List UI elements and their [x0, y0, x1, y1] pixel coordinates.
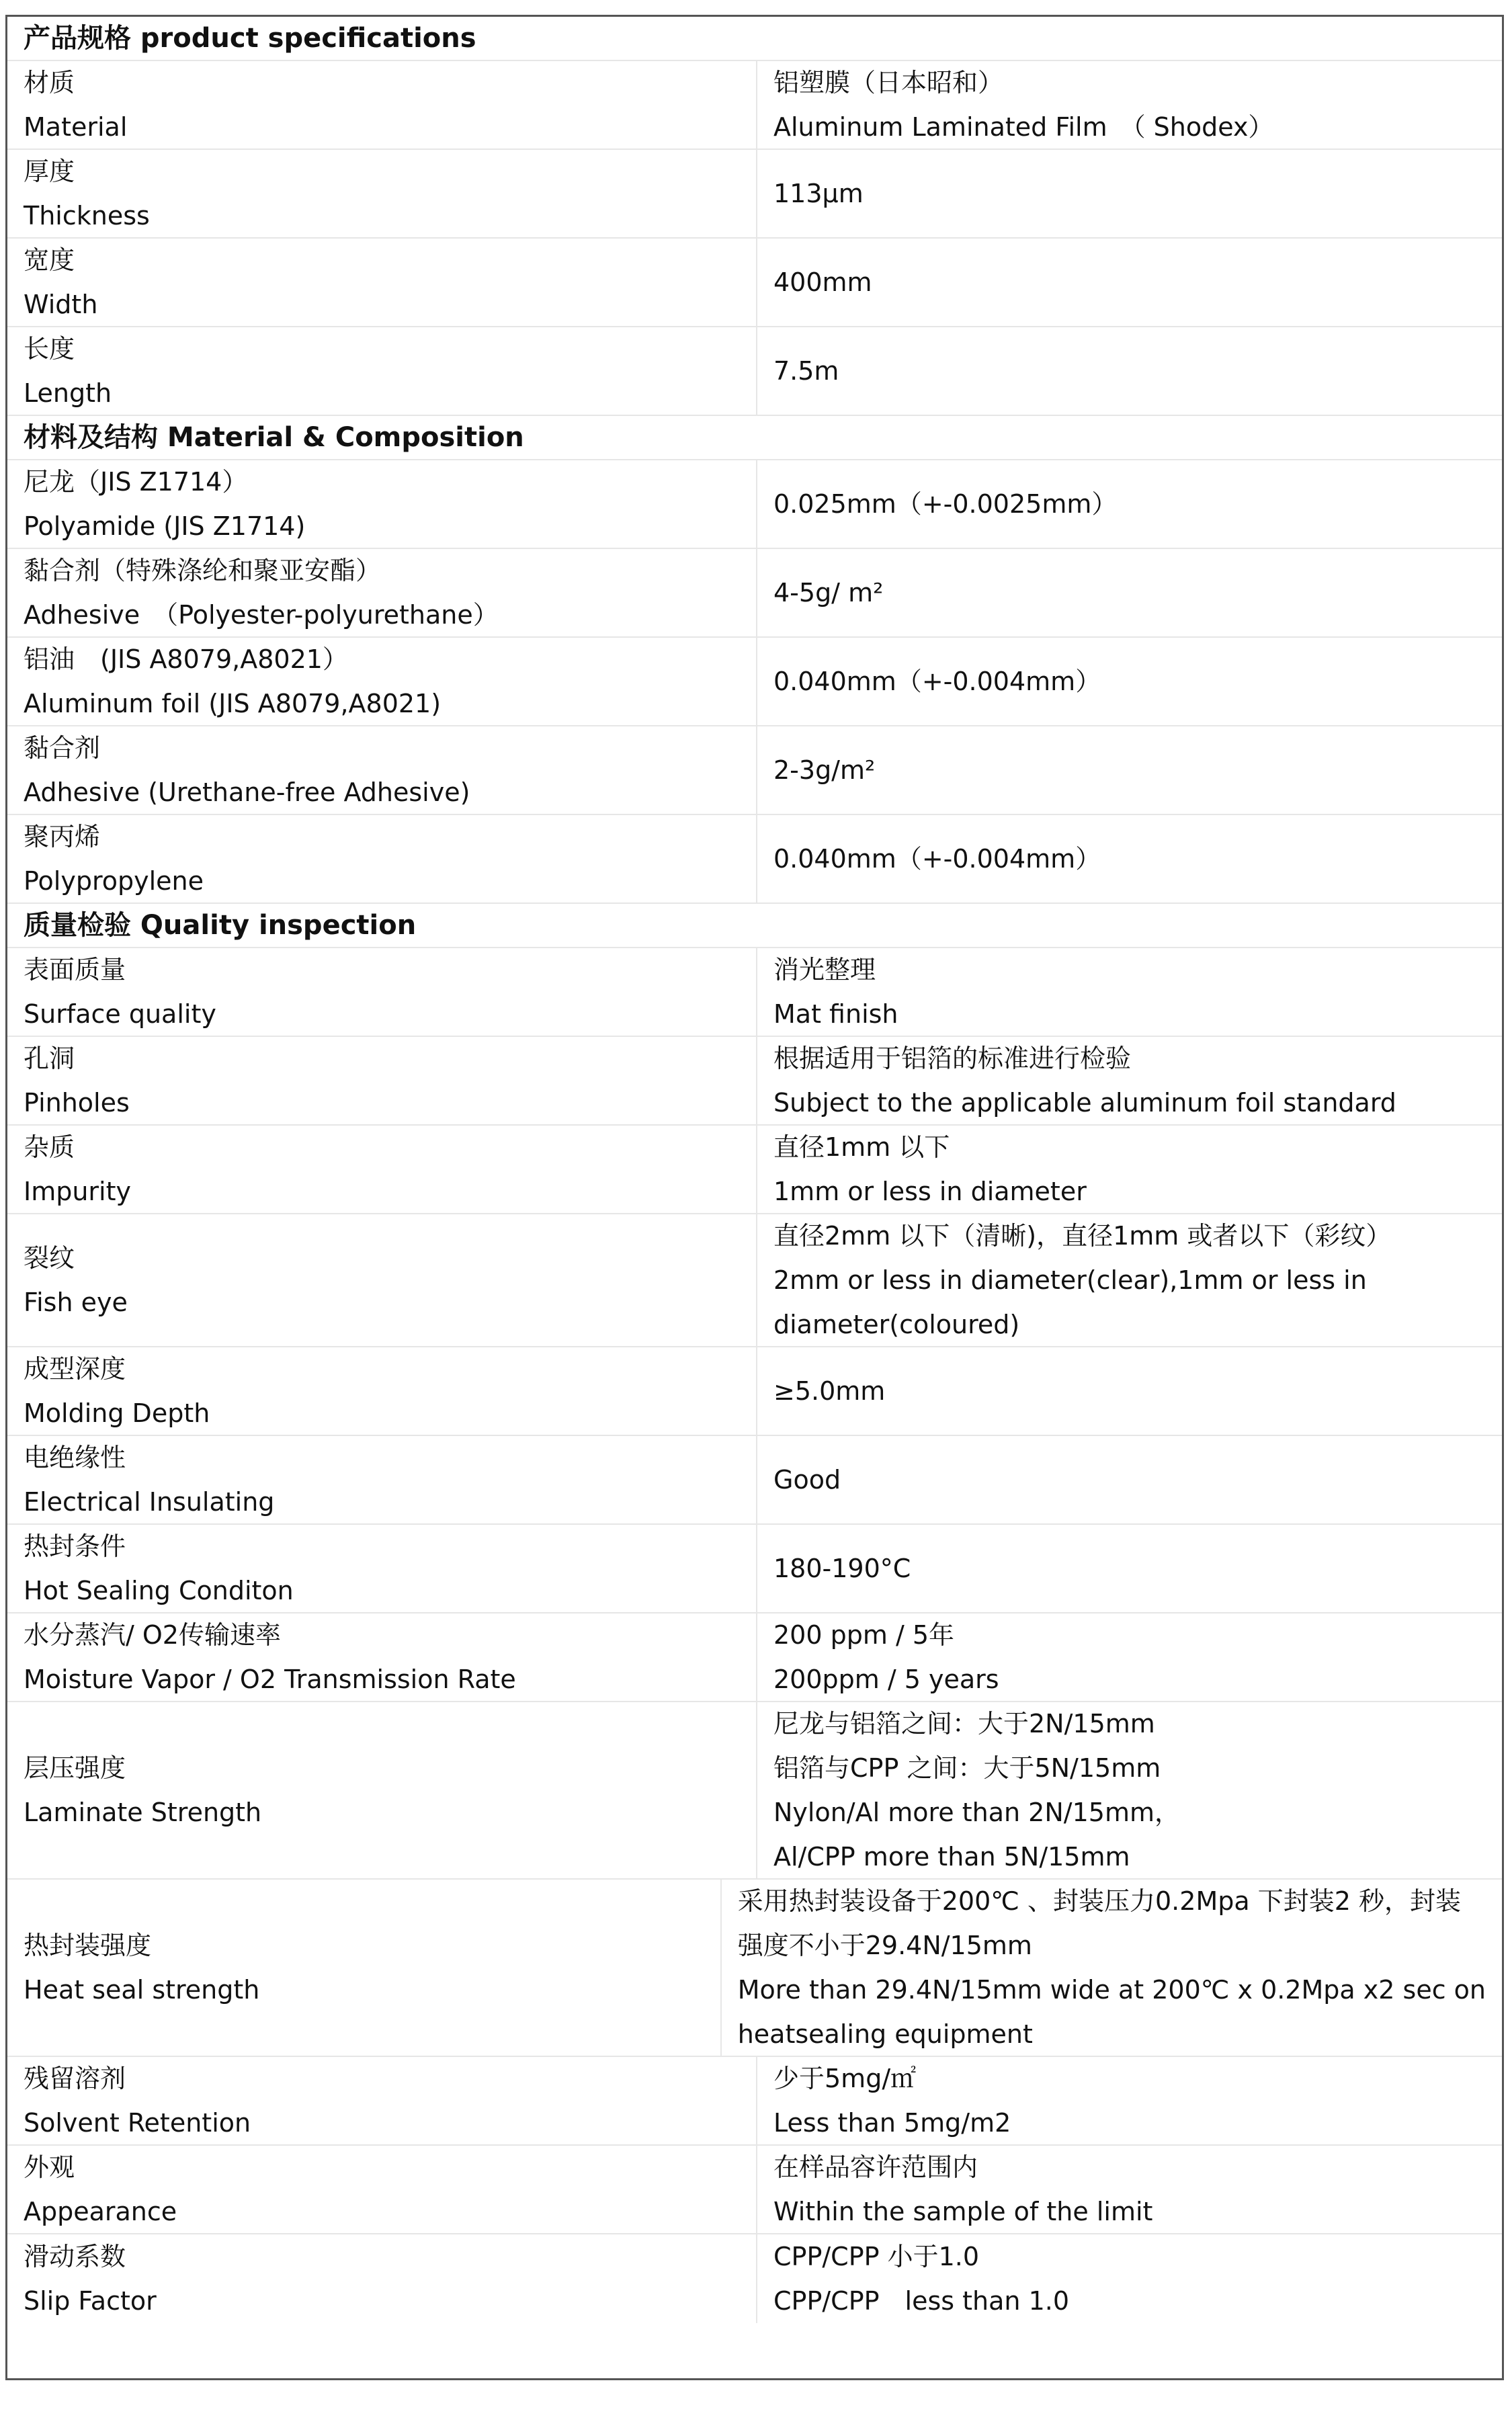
value-line: 0.025mm（+-0.0025mm） [773, 489, 1118, 519]
value-line: 根据适用于铝箔的标准进行检验 [773, 1044, 1132, 1073]
label-line: Adhesive （Polyester-polyurethane） [24, 600, 499, 630]
value-line: Less than 5mg/m2 [773, 2108, 1011, 2138]
spec-value [757, 2146, 1502, 2233]
spec-value [757, 61, 1502, 149]
spec-row [7, 2146, 1502, 2234]
label-line: 铝油 (JIS A8079,A8021） [24, 644, 348, 674]
spec-value [757, 327, 1502, 415]
label-line: Thickness [24, 201, 150, 230]
spec-row [7, 2234, 1502, 2323]
label-line: 残留溶剂 [24, 2064, 126, 2093]
spec-label [7, 815, 757, 903]
label-line: Hot Sealing Conditon [24, 1576, 294, 1605]
spec-label [7, 1436, 757, 1523]
label-line: Pinholes [24, 1088, 130, 1118]
spec-row [7, 1525, 1502, 1613]
spec-row [7, 638, 1502, 726]
label-line: Appearance [24, 2197, 177, 2226]
spec-label [7, 1613, 757, 1701]
value-line: 铝箔与CPP 之间：大于5N/15mm [773, 1753, 1161, 1783]
spec-value [757, 1037, 1502, 1124]
value-line: 7.5m [773, 356, 839, 386]
spec-row [7, 1347, 1502, 1436]
spec-label [7, 1702, 757, 1878]
label-line: Moisture Vapor / O2 Transmission Rate [24, 1665, 516, 1694]
label-line: 宽度 [24, 245, 75, 275]
value-line: Subject to the applicable aluminum foil standard [773, 1088, 1396, 1118]
label-line: Adhesive (Urethane-free Adhesive) [24, 778, 470, 807]
spec-label [7, 549, 757, 636]
value-line: 4-5g/ m² [773, 578, 884, 607]
label-line: 孔洞 [24, 1044, 75, 1073]
value-line: 铝塑膜（日本昭和） [773, 68, 1004, 97]
spec-row [7, 239, 1502, 327]
spec-label [7, 1037, 757, 1124]
value-line: 2mm or less in diameter(clear),1mm or less in [773, 1265, 1367, 1295]
label-line: 电绝缘性 [24, 1443, 126, 1472]
spec-value [757, 726, 1502, 814]
label-line: 水分蒸汽/ O2传输速率 [24, 1620, 281, 1650]
label-line: Heat seal strength [24, 1975, 260, 2005]
label-line: 热封装强度 [24, 1931, 152, 1960]
label-line: 裂纹 [24, 1243, 75, 1273]
spec-value [757, 150, 1502, 237]
value-line: 消光整理 [773, 955, 876, 984]
value-line: 113μm [773, 179, 864, 208]
spec-table [5, 15, 1504, 2380]
value-line: CPP/CPP 小于1.0 [773, 2242, 980, 2271]
spec-row [7, 150, 1502, 239]
spec-row [7, 1436, 1502, 1525]
spec-row [7, 948, 1502, 1037]
spec-label [7, 1347, 757, 1435]
spec-row [7, 460, 1502, 549]
spec-value [757, 638, 1502, 725]
spec-label [7, 460, 757, 548]
spec-value [757, 1436, 1502, 1523]
value-line: 200ppm / 5 years [773, 1665, 999, 1694]
section-header [7, 416, 1502, 460]
spec-value [757, 815, 1502, 903]
value-line: 少于5mg/㎡ [773, 2064, 917, 2093]
label-line: Polypropylene [24, 866, 204, 896]
label-line: Material [24, 112, 128, 142]
label-line: Width [24, 290, 98, 319]
value-line: Aluminum Laminated Film （ Shodex） [773, 112, 1274, 142]
spec-row [7, 549, 1502, 638]
value-line: 直径2mm 以下（清晰)，直径1mm 或者以下（彩纹） [773, 1221, 1392, 1251]
value-line: Nylon/Al more than 2N/15mm， [773, 1798, 1180, 1827]
label-line: Solvent Retention [24, 2108, 251, 2138]
label-line: 长度 [24, 334, 75, 364]
label-line: 尼龙（JIS Z1714） [24, 467, 248, 497]
spec-label [7, 726, 757, 814]
spec-row [7, 1613, 1502, 1702]
spec-row [7, 1126, 1502, 1214]
label-line: 厚度 [24, 157, 75, 186]
spec-label [7, 1126, 757, 1213]
spec-row [7, 815, 1502, 904]
spec-value [757, 549, 1502, 636]
label-line: Molding Depth [24, 1398, 210, 1428]
spec-row [7, 61, 1502, 150]
spec-label [7, 2234, 757, 2323]
section-title: 质量检验 Quality inspection [24, 910, 417, 941]
spec-value [757, 1525, 1502, 1612]
spec-label [7, 948, 757, 1036]
value-line: 尼龙与铝箔之间：大于2N/15mm [773, 1709, 1155, 1738]
value-line: 180-190°C [773, 1554, 911, 1583]
section-title: 产品规格 product specifications [24, 23, 476, 54]
label-line: 黏合剂 [24, 733, 101, 763]
label-line: Polyamide (JIS Z1714) [24, 511, 306, 541]
value-line: 0.040mm（+-0.004mm） [773, 667, 1101, 696]
label-line: 材质 [24, 68, 75, 97]
value-line: 强度不小于29.4N/15mm [737, 1931, 1032, 1960]
spec-value [757, 239, 1502, 326]
value-line: 2-3g/m² [773, 755, 876, 785]
value-line: Good [773, 1465, 841, 1495]
label-line: Slip Factor [24, 2286, 157, 2316]
label-line: Surface quality [24, 999, 216, 1029]
spec-label [7, 638, 757, 725]
value-line: Mat finish [773, 999, 898, 1029]
value-line: Within the sample of the limit [773, 2197, 1153, 2226]
spec-row [7, 1702, 1502, 1880]
spec-row [7, 1214, 1502, 1347]
spec-label [7, 1525, 757, 1612]
spec-label [7, 1880, 722, 2056]
spec-value [722, 1880, 1502, 2056]
value-line: diameter(coloured) [773, 1310, 1020, 1339]
value-line: More than 29.4N/15mm wide at 200℃ x 0.2Mpa x2 sec on [737, 1975, 1486, 2005]
spec-label [7, 2057, 757, 2144]
spec-value [757, 948, 1502, 1036]
label-line: 层压强度 [24, 1753, 126, 1783]
spec-label [7, 150, 757, 237]
spec-value [757, 1126, 1502, 1213]
value-line: 200 ppm / 5年 [773, 1620, 955, 1650]
label-line: Aluminum foil (JIS A8079,A8021) [24, 689, 442, 718]
spec-label [7, 61, 757, 149]
spec-label [7, 239, 757, 326]
spec-row [7, 1037, 1502, 1126]
value-line: 在样品容许范围内 [773, 2152, 978, 2182]
section-header [7, 904, 1502, 948]
value-line: 400mm [773, 267, 872, 297]
spec-row [7, 2057, 1502, 2146]
label-line: 杂质 [24, 1132, 75, 1162]
spec-value [757, 2057, 1502, 2144]
value-line: 直径1mm 以下 [773, 1132, 950, 1162]
spec-label [7, 327, 757, 415]
value-line: 1mm or less in diameter [773, 1177, 1087, 1206]
spec-value [757, 2234, 1502, 2323]
spec-label [7, 1214, 757, 1346]
label-line: 黏合剂（特殊涤纶和聚亚安酯） [24, 556, 382, 585]
label-line: 热封条件 [24, 1531, 126, 1561]
label-line: 成型深度 [24, 1354, 126, 1384]
value-line: ≥5.0mm [773, 1376, 886, 1406]
label-line: 滑动系数 [24, 2242, 126, 2271]
spec-value [757, 460, 1502, 548]
label-line: Laminate Strength [24, 1798, 262, 1827]
label-line: Length [24, 378, 112, 408]
label-line: Fish eye [24, 1288, 128, 1317]
value-line: heatsealing equipment [737, 2019, 1033, 2049]
spec-row [7, 327, 1502, 416]
value-line: 采用热封装设备于200℃ 、封装压力0.2Mpa 下封装2 秒，封装 [737, 1886, 1461, 1916]
spec-value [757, 1214, 1502, 1346]
spec-row [7, 726, 1502, 815]
label-line: Impurity [24, 1177, 131, 1206]
spec-value [757, 1347, 1502, 1435]
spec-value [757, 1613, 1502, 1701]
spec-row [7, 1880, 1502, 2057]
label-line: Electrical Insulating [24, 1487, 275, 1517]
label-line: 表面质量 [24, 955, 126, 984]
label-line: 外观 [24, 2152, 75, 2182]
section-title: 材料及结构 Material & Composition [24, 422, 524, 453]
value-line: Al/CPP more than 5N/15mm [773, 1842, 1130, 1872]
value-line: 0.040mm（+-0.004mm） [773, 844, 1101, 874]
value-line: CPP/CPP less than 1.0 [773, 2286, 1070, 2316]
section-header [7, 17, 1502, 61]
label-line: 聚丙烯 [24, 822, 101, 851]
spec-value [757, 1702, 1502, 1878]
spec-label [7, 2146, 757, 2233]
